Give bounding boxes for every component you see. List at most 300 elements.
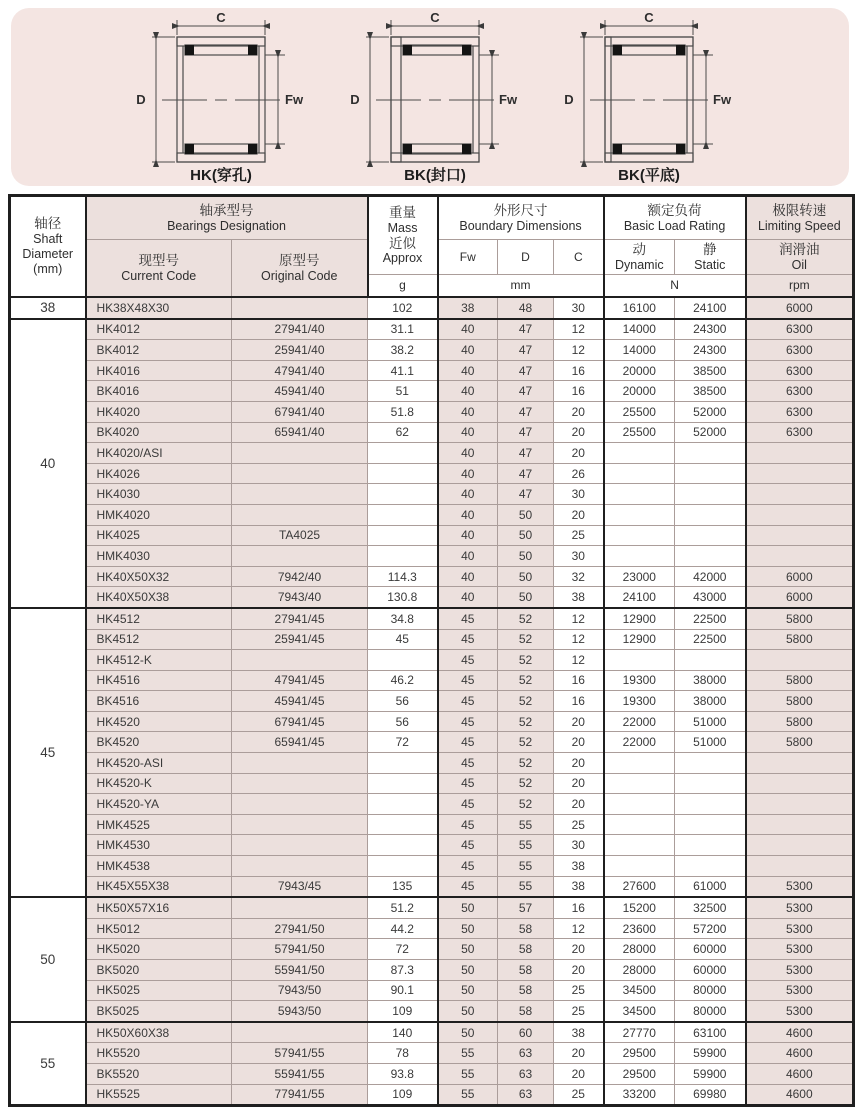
c-cell: 20 [554,422,604,443]
original-code-cell: 65941/40 [232,422,368,443]
dim-d-label: D [136,92,146,107]
header-dynamic-en: Dynamic [614,257,664,272]
static-load-cell: 32500 [675,897,746,918]
table-row [10,297,854,319]
static-load-cell: 80000 [675,980,746,1001]
d-cell: 52 [498,629,554,650]
static-load-cell: 59900 [675,1043,746,1064]
table-row [10,1084,854,1106]
mass-cell: 135 [368,876,438,897]
original-code-cell: 27941/50 [232,918,368,939]
d-cell: 57 [498,897,554,918]
fw-cell: 45 [438,670,498,691]
dynamic-load-cell: 14000 [604,340,675,361]
current-code-cell: HK4520-ASI [86,753,232,774]
header-fw: Fw [438,240,498,275]
current-code-cell: HMK4538 [86,856,232,877]
static-load-cell: 42000 [675,566,746,587]
header-basic-load-rating [604,196,746,240]
static-load-cell [675,546,746,567]
original-code-cell [232,650,368,671]
oil-speed-cell: 5300 [746,980,854,1001]
current-code-cell: HK4520 [86,711,232,732]
dynamic-load-cell: 23000 [604,566,675,587]
static-load-cell [675,443,746,464]
static-load-cell: 61000 [675,876,746,897]
original-code-cell: 5943/50 [232,1001,368,1022]
dynamic-load-cell [604,835,675,856]
static-load-cell: 51000 [675,732,746,753]
oil-speed-cell: 6300 [746,340,854,361]
mass-cell: 140 [368,1022,438,1043]
original-code-cell [232,753,368,774]
header-mass-zh: 重量 [389,204,417,220]
header-speed-zh: 极限转速 [772,202,827,218]
fw-cell: 40 [438,566,498,587]
oil-speed-cell: 5300 [746,918,854,939]
mass-cell: 38.2 [368,340,438,361]
original-code-cell: 77941/55 [232,1084,368,1106]
table-row [10,835,854,856]
current-code-cell: BK5020 [86,960,232,981]
oil-speed-cell: 4600 [746,1063,854,1084]
fw-cell: 45 [438,835,498,856]
header-speed-en: Limiting Speed [757,218,841,233]
dynamic-load-cell: 12900 [604,608,675,629]
static-load-cell [675,856,746,877]
static-load-cell: 38000 [675,670,746,691]
current-code-cell: HK4030 [86,484,232,505]
original-code-cell [232,443,368,464]
current-code-cell: BK4512 [86,629,232,650]
oil-speed-cell [746,525,854,546]
current-code-cell: BK5520 [86,1063,232,1084]
header-mass-zh2: 近似 [389,235,417,251]
original-code-cell: 7942/40 [232,566,368,587]
d-cell: 47 [498,463,554,484]
c-cell: 12 [554,608,604,629]
dynamic-load-cell: 19300 [604,691,675,712]
current-code-cell: HK4016 [86,360,232,381]
table-row [10,340,854,361]
header-shaft-zh: 轴径 [34,216,62,232]
c-cell: 12 [554,629,604,650]
static-load-cell: 52000 [675,422,746,443]
static-load-cell: 69980 [675,1084,746,1106]
mass-cell: 102 [368,297,438,319]
static-load-cell [675,484,746,505]
original-code-cell: 7943/45 [232,876,368,897]
oil-speed-cell: 5800 [746,629,854,650]
original-code-cell [232,546,368,567]
oil-speed-cell [746,463,854,484]
c-cell: 16 [554,897,604,918]
mass-cell [368,484,438,505]
header-current-en: Current Code [121,268,197,283]
header-dims-en: Boundary Dimensions [459,218,582,233]
dim-fw-label: Fw [499,92,518,107]
dim-fw-label: Fw [713,92,732,107]
mass-cell [368,463,438,484]
static-load-cell [675,794,746,815]
dynamic-load-cell: 28000 [604,939,675,960]
oil-speed-cell [746,504,854,525]
static-load-cell: 43000 [675,587,746,608]
table-row [10,876,854,897]
c-cell: 30 [554,484,604,505]
d-cell: 52 [498,753,554,774]
current-code-cell: BK4016 [86,381,232,402]
fw-cell: 40 [438,443,498,464]
bearing-diagram-bk-flat [564,10,732,184]
original-code-cell: 45941/40 [232,381,368,402]
static-load-cell: 38500 [675,381,746,402]
dim-c-label: C [216,10,226,25]
fw-cell: 40 [438,484,498,505]
original-code-cell: 25941/40 [232,340,368,361]
current-code-cell: BK4520 [86,732,232,753]
static-load-cell: 24300 [675,340,746,361]
static-load-cell: 80000 [675,1001,746,1022]
original-code-cell [232,856,368,877]
mass-cell: 78 [368,1043,438,1064]
header-designation-en: Bearings Designation [167,218,286,233]
table-row [10,670,854,691]
d-cell: 50 [498,587,554,608]
original-code-cell: 67941/40 [232,401,368,422]
header-c: C [554,240,604,275]
bearing-diagram-hk [136,10,304,184]
header-shaft-diameter [10,196,86,298]
original-code-cell [232,1022,368,1043]
static-load-cell: 38000 [675,691,746,712]
fw-cell: 45 [438,753,498,774]
mass-cell [368,546,438,567]
bearing-diagrams-panel [11,8,849,186]
header-dims-zh: 外形尺寸 [493,202,548,218]
fw-cell: 50 [438,1022,498,1043]
current-code-cell: HK4520-YA [86,794,232,815]
fw-cell: 45 [438,732,498,753]
c-cell: 16 [554,360,604,381]
fw-cell: 45 [438,629,498,650]
oil-speed-cell: 5800 [746,732,854,753]
current-code-cell: HK4020/ASI [86,443,232,464]
d-cell: 63 [498,1084,554,1106]
dynamic-load-cell: 29500 [604,1043,675,1064]
shaft-diameter-cell: 55 [10,1022,86,1106]
table-row [10,1001,854,1022]
oil-speed-cell [746,546,854,567]
fw-cell: 50 [438,960,498,981]
c-cell: 20 [554,401,604,422]
mass-cell: 31.1 [368,319,438,340]
current-code-cell: HMK4020 [86,504,232,525]
c-cell: 20 [554,773,604,794]
static-load-cell [675,650,746,671]
original-code-cell [232,504,368,525]
dim-c-label: C [430,10,440,25]
current-code-cell: HK40X50X38 [86,587,232,608]
mass-cell: 87.3 [368,960,438,981]
c-cell: 20 [554,1063,604,1084]
shaft-diameter-cell: 45 [10,608,86,897]
dim-c-label: C [644,10,654,25]
dynamic-load-cell: 23600 [604,918,675,939]
c-cell: 20 [554,732,604,753]
oil-speed-cell: 4600 [746,1043,854,1064]
c-cell: 16 [554,670,604,691]
fw-cell: 40 [438,360,498,381]
bearing-diagrams-svg [11,8,849,186]
original-code-cell [232,814,368,835]
current-code-cell: HK5025 [86,980,232,1001]
static-load-cell [675,814,746,835]
oil-speed-cell: 6300 [746,401,854,422]
current-code-cell: HK50X60X38 [86,1022,232,1043]
static-load-cell [675,463,746,484]
dynamic-load-cell [604,794,675,815]
original-code-cell [232,297,368,319]
mass-cell [368,650,438,671]
c-cell: 16 [554,381,604,402]
mass-cell: 46.2 [368,670,438,691]
table-row [10,918,854,939]
c-cell: 20 [554,939,604,960]
table-row [10,525,854,546]
dynamic-load-cell [604,814,675,835]
dynamic-load-cell [604,484,675,505]
original-code-cell: 67941/45 [232,711,368,732]
header-dynamic-zh: 动 [632,241,647,257]
table-row [10,422,854,443]
table-row [10,753,854,774]
header-limiting-speed [746,196,854,240]
header-mass-en2: Approx [382,251,423,266]
c-cell: 20 [554,753,604,774]
d-cell: 55 [498,876,554,897]
diagram-caption: BK(平底) [618,167,680,184]
table-row [10,773,854,794]
header-static-zh: 静 [703,241,717,257]
c-cell: 25 [554,1001,604,1022]
table-row [10,960,854,981]
fw-cell: 50 [438,980,498,1001]
header-original-zh: 原型号 [279,252,320,268]
current-code-cell: BK4012 [86,340,232,361]
mass-cell [368,504,438,525]
c-cell: 12 [554,918,604,939]
oil-speed-cell [746,835,854,856]
dynamic-load-cell: 27770 [604,1022,675,1043]
d-cell: 58 [498,939,554,960]
dynamic-load-cell [604,856,675,877]
fw-cell: 40 [438,381,498,402]
mass-cell [368,753,438,774]
mass-cell: 56 [368,691,438,712]
dynamic-load-cell [604,753,675,774]
mass-cell: 44.2 [368,918,438,939]
d-cell: 52 [498,608,554,629]
table-row [10,463,854,484]
c-cell: 12 [554,340,604,361]
static-load-cell: 22500 [675,629,746,650]
mass-cell [368,814,438,835]
dynamic-load-cell [604,504,675,525]
current-code-cell: HMK4030 [86,546,232,567]
d-cell: 50 [498,525,554,546]
d-cell: 58 [498,1001,554,1022]
oil-speed-cell [746,794,854,815]
fw-cell: 40 [438,525,498,546]
diagram-caption: BK(封口) [404,167,466,184]
c-cell: 25 [554,1084,604,1106]
original-code-cell: 47941/45 [232,670,368,691]
d-cell: 48 [498,297,554,319]
static-load-cell: 22500 [675,608,746,629]
mass-cell: 109 [368,1084,438,1106]
dynamic-load-cell [604,443,675,464]
static-load-cell: 63100 [675,1022,746,1043]
static-load-cell [675,835,746,856]
fw-cell: 40 [438,340,498,361]
c-cell: 25 [554,980,604,1001]
static-load-cell [675,753,746,774]
dynamic-load-cell: 22000 [604,732,675,753]
oil-speed-cell [746,856,854,877]
d-cell: 52 [498,732,554,753]
original-code-cell: 7943/50 [232,980,368,1001]
c-cell: 38 [554,856,604,877]
table-row [10,939,854,960]
d-cell: 58 [498,960,554,981]
original-code-cell: 27941/40 [232,319,368,340]
header-designation-zh: 轴承型号 [199,202,254,218]
dynamic-load-cell: 19300 [604,670,675,691]
d-cell: 60 [498,1022,554,1043]
header-mass [368,196,438,275]
fw-cell: 50 [438,939,498,960]
d-cell: 55 [498,856,554,877]
dynamic-load-cell [604,773,675,794]
original-code-cell [232,463,368,484]
mass-cell [368,773,438,794]
table-row [10,566,854,587]
dynamic-load-cell: 25500 [604,422,675,443]
oil-speed-cell: 4600 [746,1022,854,1043]
fw-cell: 40 [438,504,498,525]
table-row [10,1063,854,1084]
original-code-cell: 55941/50 [232,960,368,981]
c-cell: 38 [554,587,604,608]
dynamic-load-cell: 20000 [604,381,675,402]
dynamic-load-cell: 33200 [604,1084,675,1106]
header-load-en: Basic Load Rating [623,218,726,233]
oil-speed-cell: 6000 [746,566,854,587]
c-cell: 26 [554,463,604,484]
mass-cell: 109 [368,1001,438,1022]
dynamic-load-cell: 20000 [604,360,675,381]
current-code-cell: HK4520-K [86,773,232,794]
oil-speed-cell [746,814,854,835]
mass-cell: 90.1 [368,980,438,1001]
fw-cell: 45 [438,691,498,712]
static-load-cell: 57200 [675,918,746,939]
mass-cell: 41.1 [368,360,438,381]
fw-cell: 45 [438,856,498,877]
dynamic-load-cell: 34500 [604,1001,675,1022]
table-body [10,297,854,1106]
shaft-diameter-cell: 40 [10,319,86,608]
d-cell: 55 [498,835,554,856]
static-load-cell: 60000 [675,960,746,981]
d-cell: 47 [498,360,554,381]
oil-speed-cell: 5800 [746,670,854,691]
table-row [10,1022,854,1043]
dynamic-load-cell: 28000 [604,960,675,981]
oil-speed-cell [746,484,854,505]
dynamic-load-cell: 12900 [604,629,675,650]
table-row [10,814,854,835]
table-row [10,732,854,753]
d-cell: 47 [498,319,554,340]
original-code-cell: 57941/55 [232,1043,368,1064]
static-load-cell: 38500 [675,360,746,381]
fw-cell: 50 [438,918,498,939]
oil-speed-cell: 5300 [746,1001,854,1022]
fw-cell: 45 [438,876,498,897]
mass-cell [368,794,438,815]
oil-speed-cell: 4600 [746,1084,854,1106]
c-cell: 30 [554,835,604,856]
oil-speed-cell: 5800 [746,691,854,712]
static-load-cell [675,773,746,794]
c-cell: 20 [554,504,604,525]
fw-cell: 50 [438,897,498,918]
fw-cell: 45 [438,650,498,671]
original-code-cell [232,773,368,794]
d-cell: 47 [498,381,554,402]
current-code-cell: HK5012 [86,918,232,939]
table-row [10,360,854,381]
fw-cell: 40 [438,546,498,567]
c-cell: 32 [554,566,604,587]
current-code-cell: BK4020 [86,422,232,443]
oil-speed-cell: 6300 [746,319,854,340]
header-current-zh: 现型号 [138,252,179,268]
original-code-cell: 27941/45 [232,608,368,629]
d-cell: 58 [498,980,554,1001]
oil-speed-cell [746,650,854,671]
mass-cell: 51 [368,381,438,402]
current-code-cell: HK5525 [86,1084,232,1106]
d-cell: 47 [498,443,554,464]
table-row [10,587,854,608]
oil-speed-cell: 6000 [746,587,854,608]
static-load-cell: 52000 [675,401,746,422]
mass-cell: 51.2 [368,897,438,918]
dynamic-load-cell [604,650,675,671]
fw-cell: 40 [438,401,498,422]
original-code-cell: TA4025 [232,525,368,546]
dynamic-load-cell: 24100 [604,587,675,608]
d-cell: 47 [498,422,554,443]
header-shaft-unit: (mm) [33,261,63,276]
oil-speed-cell: 5800 [746,608,854,629]
d-cell: 50 [498,504,554,525]
current-code-cell: HK4026 [86,463,232,484]
fw-cell: 45 [438,711,498,732]
